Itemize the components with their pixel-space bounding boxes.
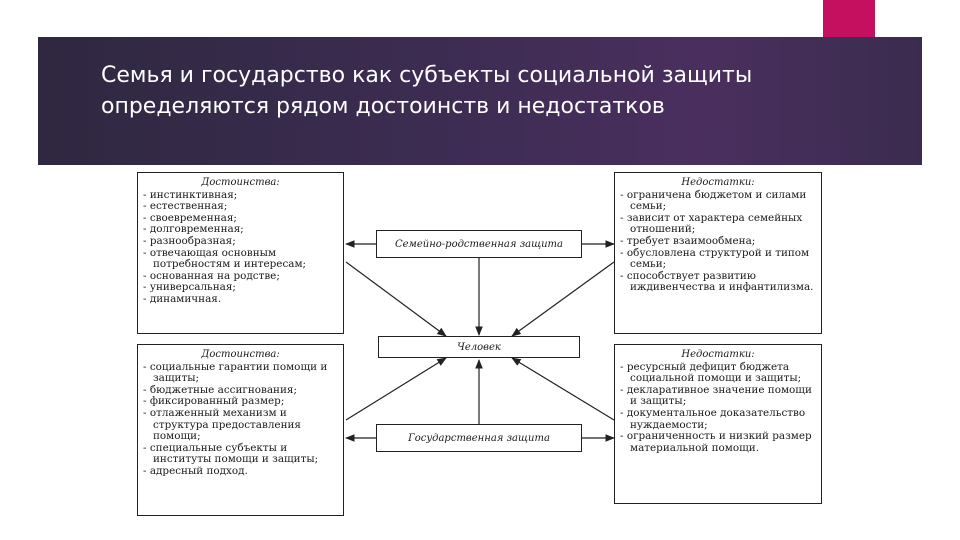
family-cons-item: - требует взаимообмена; [620,236,816,248]
family-cons-heading: Недостатки: [681,177,755,188]
family-cons-item: - зависит от характера семейных отношений; [620,213,816,236]
state-pros-item: - бюджетные ассигнования; [143,385,338,397]
arrow-bottomright-to-person [512,358,614,420]
family-cons-item: - способствует развитию иждивенчества и инфантилизма. [620,271,816,294]
state-pros-item: - специальные субъекты и институты помощи и защиты; [143,443,338,466]
family-pros-item: - своевременная; [143,213,338,225]
family-cons-box [614,172,822,334]
state-pros-item: - социальные гарантии помощи и защиты; [143,362,338,385]
state-pros-box [137,344,344,516]
family-pros-item: - динамичная. [143,294,338,306]
family-protection-label: Семейно-родственная защита [394,238,564,250]
family-pros-item: - основанная на родстве; [143,271,338,283]
family-pros-item: - естественная; [143,201,338,213]
slide-title: Семья и государство как субъекты социальной защиты определяются рядом достоинств и недостатков [101,63,753,119]
family-cons-item: - ограничена бюджетом и силами семьи; [620,190,816,213]
state-pros-item: - отлаженный механизм и структура предоставления помощи; [143,408,338,443]
family-pros-item: - инстинктивная; [143,190,338,202]
arrow-topright-to-person [512,262,614,336]
state-cons-heading: Недостатки: [681,349,755,360]
family-pros-box [137,172,344,334]
family-pros-item: - отвечающая основным потребностям и интересам; [143,248,338,271]
state-protection-box [376,424,582,452]
state-pros-item: - адресный подход. [143,466,338,478]
state-cons-item: - ограниченность и низкий размер материальной помощи. [620,431,816,454]
state-cons-item: - ресурсный дефицит бюджета социальной помощи и защиты; [620,362,816,385]
family-pros-item: - универсальная; [143,282,338,294]
state-protection-label: Государственная защита [408,432,550,444]
state-pros-item: - фиксированный размер; [143,396,338,408]
arrow-topleft-to-person [346,262,446,336]
person-box [378,336,580,358]
person-label: Человек [457,341,501,353]
state-pros-heading: Достоинства: [201,349,280,360]
state-cons-item: - декларативное значение помощи и защиты; [620,385,816,408]
family-pros-heading: Достоинства: [201,177,280,188]
arrow-bottomleft-to-person [346,358,446,420]
state-cons-box [614,344,822,504]
state-cons-item: - документальное доказательство нуждаемости; [620,408,816,431]
family-protection-box [376,230,582,258]
family-pros-item: - разнообразная; [143,236,338,248]
family-cons-item: - обусловлена структурой и типом семьи; [620,248,816,271]
family-pros-item: - долговременная; [143,224,338,236]
